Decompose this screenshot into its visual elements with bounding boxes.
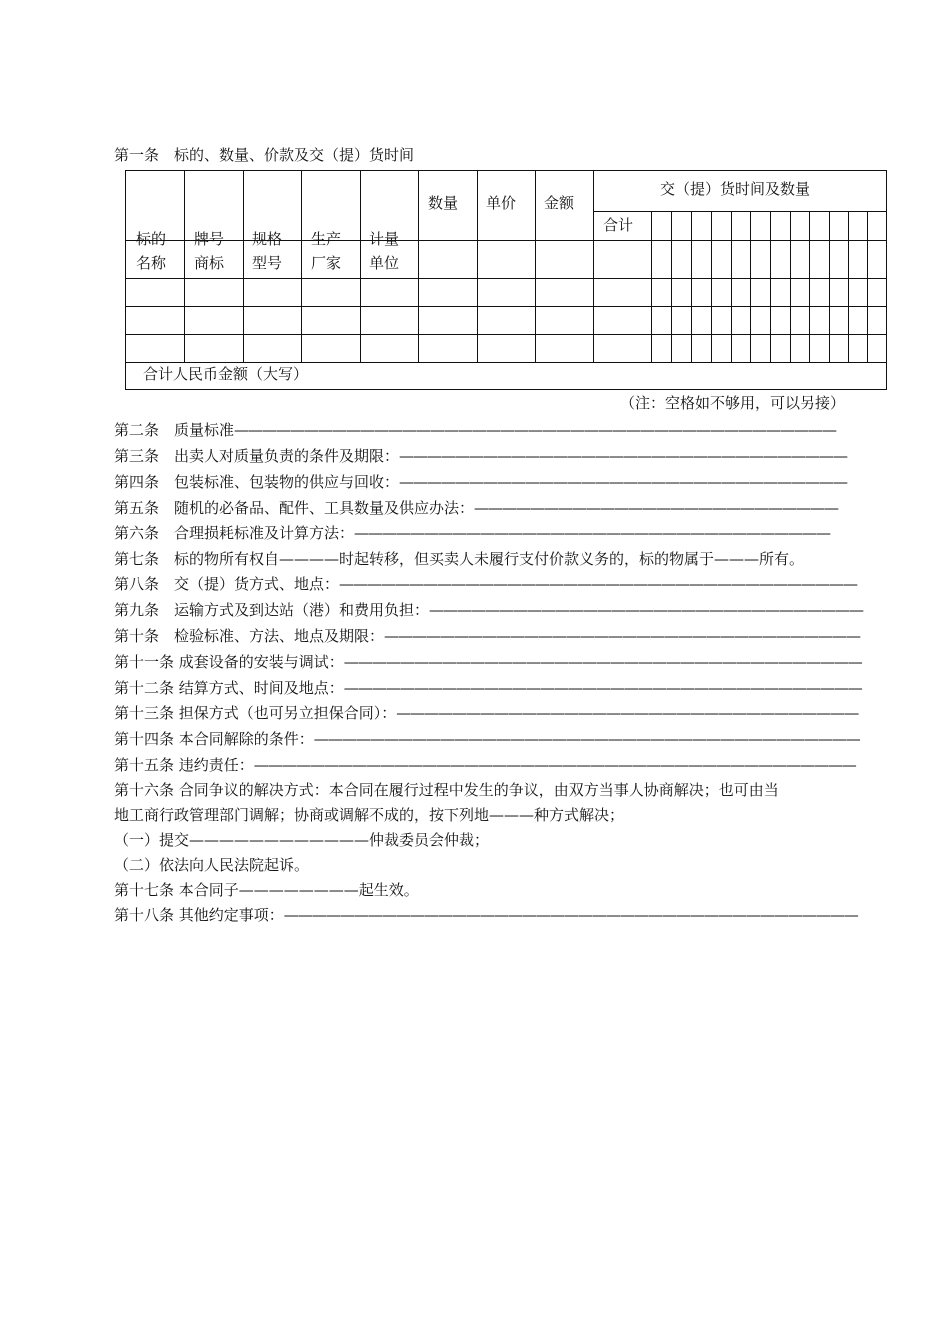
delivery-divider <box>711 211 712 362</box>
delivery-divider <box>790 211 791 362</box>
total-rmb-label: 合计人民币金额（大写） <box>143 365 309 383</box>
clause-16-option-1: （一）提交————————————仲裁委员会仲裁； <box>114 831 490 849</box>
row-line <box>126 334 887 335</box>
header-subtotal: 合计 <box>603 216 634 234</box>
delivery-divider <box>829 211 830 362</box>
clause-13: 第十三条 担保方式（也可另立担保合同）：————————————————————————————————— <box>114 704 859 722</box>
article-1-heading: 第一条 标的、数量、价款及交（提）货时间 <box>114 146 415 164</box>
clause-16-option-2: （二）依法向人民法院起诉。 <box>114 856 310 874</box>
row-line <box>126 362 887 363</box>
clause-2: 第二条 质量标准——————————————————————————————————————————— <box>114 421 837 439</box>
header-amount: 金额 <box>544 194 575 212</box>
header-unit: 计量 单位 <box>369 230 400 272</box>
clause-5: 第五条 随机的必备品、配件、工具数量及供应办法：—————————————————————————— <box>114 499 839 517</box>
clause-9: 第九条 运输方式及到达站（港）和费用负担：——————————————————————————————— <box>114 601 864 619</box>
clause-6: 第六条 合理损耗标准及计算方法：—————————————————————————————————— <box>114 524 831 542</box>
goods-table <box>125 170 887 390</box>
delivery-divider <box>691 211 692 362</box>
table-note: （注：空格如不够用，可以另接） <box>620 394 846 412</box>
header-unit-price: 单价 <box>486 194 517 212</box>
clause-16-continued: 地工商行政管理部门调解；协商或调解不成的，按下列地———种方式解决； <box>114 806 625 824</box>
delivery-divider <box>671 211 672 362</box>
header-delivery: 交（提）货时间及数量 <box>660 180 811 198</box>
header-quantity: 数量 <box>428 194 459 212</box>
header-spec: 规格 型号 <box>252 230 283 272</box>
clause-8: 第八条 交（提）货方式、地点：————————————————————————————————————— <box>114 575 858 593</box>
delivery-divider <box>867 211 868 362</box>
header-name: 标的 名称 <box>136 230 167 272</box>
clause-16: 第十六条 合同争议的解决方式：本合同在履行过程中发生的争议，由双方当事人协商解决；也可由当 <box>114 781 779 799</box>
clause-18: 第十八条 其他约定事项：————————————————————————————————————————— <box>114 906 858 924</box>
delivery-divider <box>770 211 771 362</box>
clause-17: 第十七条 本合同子————————起生效。 <box>114 881 419 899</box>
header-brand: 牌号 商标 <box>194 230 225 272</box>
delivery-divider <box>809 211 810 362</box>
delivery-divider <box>750 211 751 362</box>
clause-3: 第三条 出卖人对质量负责的条件及期限：———————————————————————————————— <box>114 447 848 465</box>
delivery-divider <box>651 211 652 362</box>
clause-14: 第十四条 本合同解除的条件：——————————————————————————————————————— <box>114 730 860 748</box>
clause-15: 第十五条 违约责任：——————————————————————————————————————————— <box>114 756 856 774</box>
clause-10: 第十条 检验标准、方法、地点及期限：—————————————————————————————————— <box>114 627 861 645</box>
clause-7: 第七条 标的物所有权自————时起转移，但买卖人未履行支付价款义务的，标的物属于———所有。 <box>114 550 805 568</box>
delivery-header-line <box>593 211 887 212</box>
clause-12: 第十二条 结算方式、时间及地点：————————————————————————————————————— <box>114 679 862 697</box>
clause-4: 第四条 包装标准、包装物的供应与回收：———————————————————————————————— <box>114 473 848 491</box>
clause-11: 第十一条 成套设备的安装与调试：————————————————————————————————————— <box>114 653 862 671</box>
row-line <box>126 306 887 307</box>
delivery-divider <box>731 211 732 362</box>
delivery-divider <box>848 211 849 362</box>
header-manufacturer: 生产 厂家 <box>311 230 342 272</box>
row-line <box>126 240 887 241</box>
row-line <box>126 278 887 279</box>
